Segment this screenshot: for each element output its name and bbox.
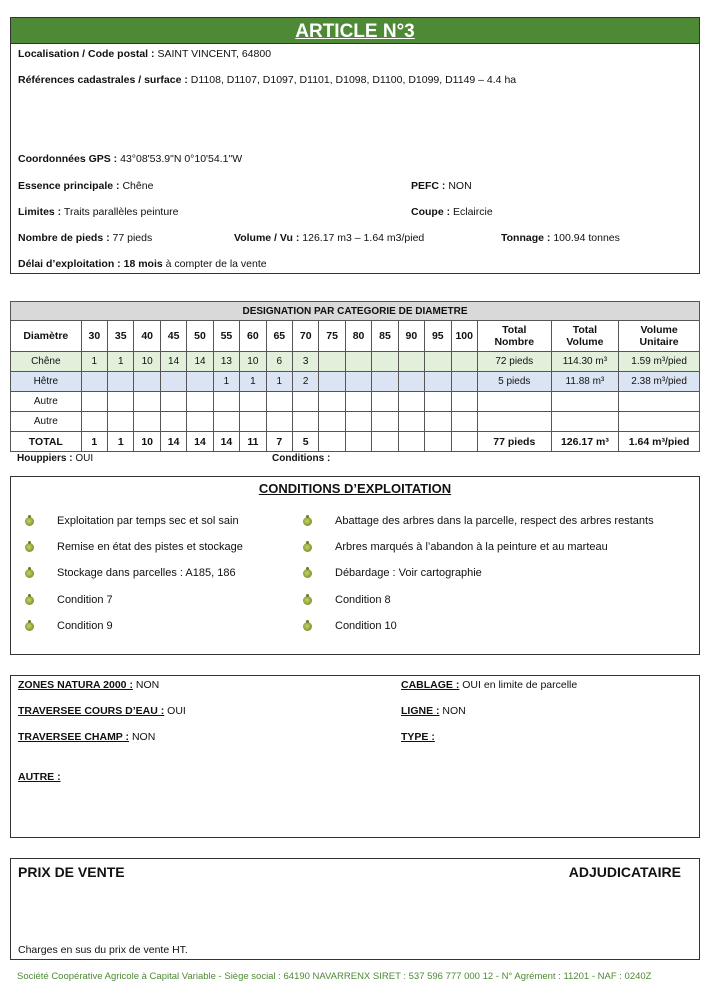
total-volume-cell: 11.88 m³: [551, 372, 619, 392]
count-cell: [398, 372, 424, 392]
count-cell: 10: [240, 352, 266, 372]
condition-item: Condition 7: [57, 594, 113, 606]
diameter-header-cell: 90: [398, 321, 424, 352]
count-cell: 1: [81, 352, 107, 372]
houppiers-line: Houppiers : OUI: [17, 453, 94, 464]
autre-line: AUTRE :: [18, 771, 61, 783]
total-header-cell: Volume Unitaire: [619, 321, 700, 352]
count-cell: [372, 412, 398, 432]
volume-line: Volume / Vu : 126.17 m3 – 1.64 m3/pied: [234, 232, 425, 244]
count-cell: [451, 432, 477, 452]
row-label: Autre: [11, 392, 82, 412]
count-cell: [425, 372, 451, 392]
count-cell: [187, 392, 213, 412]
adjudicataire-title: ADJUDICATAIRE: [568, 864, 681, 880]
diameter-header-cell: 85: [372, 321, 398, 352]
count-cell: 6: [266, 352, 292, 372]
count-cell: [240, 412, 266, 432]
count-cell: [134, 392, 160, 412]
count-cell: 5: [293, 432, 319, 452]
count-cell: [319, 352, 345, 372]
total-header-cell: Total Volume: [551, 321, 619, 352]
diameter-header-cell: 80: [345, 321, 371, 352]
row-label: Autre: [11, 412, 82, 432]
row-label: TOTAL: [11, 432, 82, 452]
bullet-leaf-icon: [25, 543, 34, 552]
delai-line: Délai d’exploitation : 18 mois à compter de la vente: [18, 258, 267, 270]
total-nombre-cell: 77 pieds: [477, 432, 551, 452]
count-cell: [451, 412, 477, 432]
condition-item: Exploitation par temps sec et sol sain: [57, 515, 239, 527]
diameter-header-cell: 95: [425, 321, 451, 352]
total-header-cell: Total Nombre: [477, 321, 551, 352]
diameter-header-cell: 100: [451, 321, 477, 352]
ligne-line: LIGNE : NON: [401, 705, 466, 717]
bullet-leaf-icon: [25, 517, 34, 526]
count-cell: 7: [266, 432, 292, 452]
diameter-header-cell: 35: [108, 321, 134, 352]
condition-item: Condition 9: [57, 620, 113, 632]
count-cell: [319, 392, 345, 412]
count-cell: [293, 412, 319, 432]
count-cell: [108, 392, 134, 412]
tonnage-line: Tonnage : 100.94 tonnes: [501, 232, 620, 244]
count-cell: [345, 432, 371, 452]
total-nombre-cell: [477, 392, 551, 412]
count-cell: [134, 412, 160, 432]
total-nombre-cell: [477, 412, 551, 432]
count-cell: [345, 412, 371, 432]
count-cell: [160, 372, 186, 392]
total-nombre-cell: 72 pieds: [477, 352, 551, 372]
bullet-leaf-icon: [25, 569, 34, 578]
diameter-header-cell: 60: [240, 321, 266, 352]
table-row: [11, 392, 700, 412]
cablage-line: CABLAGE : OUI en limite de parcelle: [401, 679, 578, 691]
row-label: Chêne: [11, 352, 82, 372]
conditions-box: [10, 476, 700, 655]
diameter-header-cell: 70: [293, 321, 319, 352]
count-cell: [398, 392, 424, 412]
table-row: [11, 372, 700, 392]
count-cell: 14: [160, 352, 186, 372]
count-cell: [266, 392, 292, 412]
cours-eau-line: TRAVERSEE COURS D’EAU : OUI: [18, 705, 186, 717]
gps-line: Coordonnées GPS : 43°08'53.9"N 0°10'54.1"W: [18, 153, 243, 165]
count-cell: [425, 432, 451, 452]
diameter-header-cell: 30: [81, 321, 107, 352]
footer: Société Coopérative Agricole à Capital Variable - Siège social : 64190 NAVARRENX SIRET : 537 596 777 000 12 - N° Agrément : 11201 - NAF : 0240Z: [17, 971, 652, 982]
condition-item: Arbres marqués à l’abandon à la peinture et au marteau: [335, 541, 608, 553]
count-cell: 1: [266, 372, 292, 392]
count-cell: [451, 352, 477, 372]
charges-note: Charges en sus du prix de vente HT.: [18, 944, 188, 956]
count-cell: [293, 392, 319, 412]
type-line: TYPE :: [401, 731, 435, 743]
count-cell: [345, 392, 371, 412]
count-cell: 3: [293, 352, 319, 372]
count-cell: 14: [213, 432, 239, 452]
count-cell: [319, 432, 345, 452]
diameter-table: [10, 301, 700, 452]
pieds-line: Nombre de pieds : 77 pieds: [18, 232, 153, 244]
condition-item: Débardage : Voir cartographie: [335, 567, 482, 579]
condition-item: Stockage dans parcelles : A185, 186: [57, 567, 236, 579]
count-cell: [319, 412, 345, 432]
total-unitaire-cell: 1.64 m³/pied: [619, 432, 700, 452]
count-cell: 1: [108, 432, 134, 452]
pefc-line: PEFC : NON: [411, 180, 472, 192]
count-cell: [213, 412, 239, 432]
bullet-leaf-icon: [25, 622, 34, 631]
count-cell: 10: [134, 432, 160, 452]
count-cell: [81, 372, 107, 392]
table-row: [11, 352, 700, 372]
prix-title: PRIX DE VENTE: [18, 864, 125, 880]
diameter-header-cell: 65: [266, 321, 292, 352]
diameter-header-cell: 55: [213, 321, 239, 352]
count-cell: [398, 352, 424, 372]
article-title: ARTICLE N°3: [10, 17, 700, 44]
diameter-header-cell: 75: [319, 321, 345, 352]
conditions-line: Conditions :: [272, 453, 331, 464]
count-cell: [372, 372, 398, 392]
condition-item: Condition 10: [335, 620, 397, 632]
essence-line: Essence principale : Chêne: [18, 180, 154, 192]
bullet-leaf-icon: [303, 622, 312, 631]
count-cell: [372, 432, 398, 452]
total-volume-cell: 126.17 m³: [551, 432, 619, 452]
count-cell: 1: [81, 432, 107, 452]
diameter-table-caption: DESIGNATION PAR CATEGORIE DE DIAMETRE: [11, 302, 700, 321]
count-cell: [451, 392, 477, 412]
count-cell: [425, 352, 451, 372]
count-cell: [134, 372, 160, 392]
total-unitaire-cell: [619, 392, 700, 412]
count-cell: [240, 392, 266, 412]
bullet-leaf-icon: [303, 596, 312, 605]
count-cell: 1: [240, 372, 266, 392]
count-cell: [108, 372, 134, 392]
conditions-title: CONDITIONS D’EXPLOITATION: [258, 481, 452, 496]
count-cell: 2: [293, 372, 319, 392]
count-cell: 1: [108, 352, 134, 372]
limites-line: Limites : Traits parallèles peinture: [18, 206, 179, 218]
article-info-box: [10, 44, 700, 274]
count-cell: [345, 352, 371, 372]
prix-box: [10, 858, 700, 960]
total-nombre-cell: 5 pieds: [477, 372, 551, 392]
count-cell: [187, 412, 213, 432]
count-cell: [451, 372, 477, 392]
table-row: [11, 412, 700, 432]
diameter-header-cell: 50: [187, 321, 213, 352]
count-cell: 14: [187, 352, 213, 372]
diameter-header-cell: 40: [134, 321, 160, 352]
row-label: Hêtre: [11, 372, 82, 392]
count-cell: [160, 392, 186, 412]
total-unitaire-cell: [619, 412, 700, 432]
bullet-leaf-icon: [303, 543, 312, 552]
count-cell: [425, 392, 451, 412]
diameter-header-row: [11, 321, 700, 352]
count-cell: 13: [213, 352, 239, 372]
count-cell: [319, 372, 345, 392]
total-unitaire-cell: 2.38 m³/pied: [619, 372, 700, 392]
count-cell: [108, 412, 134, 432]
count-cell: 1: [213, 372, 239, 392]
zones-box: [10, 675, 700, 838]
champ-line: TRAVERSEE CHAMP : NON: [18, 731, 156, 743]
count-cell: [187, 372, 213, 392]
count-cell: [345, 372, 371, 392]
count-cell: [160, 412, 186, 432]
count-cell: [372, 392, 398, 412]
total-volume-cell: [551, 392, 619, 412]
bullet-leaf-icon: [303, 569, 312, 578]
coupe-line: Coupe : Eclaircie: [411, 206, 493, 218]
table-total-row: [11, 432, 700, 452]
natura-line: ZONES NATURA 2000 : NON: [18, 679, 160, 691]
count-cell: 11: [240, 432, 266, 452]
count-cell: 14: [187, 432, 213, 452]
total-volume-cell: 114.30 m³: [551, 352, 619, 372]
count-cell: 10: [134, 352, 160, 372]
count-cell: [372, 352, 398, 372]
count-cell: [81, 412, 107, 432]
count-cell: [398, 412, 424, 432]
count-cell: [81, 392, 107, 412]
count-cell: 14: [160, 432, 186, 452]
total-unitaire-cell: 1.59 m³/pied: [619, 352, 700, 372]
bullet-leaf-icon: [25, 596, 34, 605]
condition-item: Remise en état des pistes et stockage: [57, 541, 243, 553]
diameter-header-label: Diamètre: [11, 321, 82, 352]
total-volume-cell: [551, 412, 619, 432]
condition-item: Abattage des arbres dans la parcelle, respect des arbres restants: [335, 515, 654, 527]
count-cell: [398, 432, 424, 452]
count-cell: [213, 392, 239, 412]
condition-item: Condition 8: [335, 594, 391, 606]
count-cell: [266, 412, 292, 432]
count-cell: [425, 412, 451, 432]
localisation-line: Localisation / Code postal : SAINT VINCENT, 64800: [18, 48, 272, 60]
bullet-leaf-icon: [303, 517, 312, 526]
diameter-header-cell: 45: [160, 321, 186, 352]
cadastre-line: Références cadastrales / surface : D1108, D1107, D1097, D1101, D1098, D1100, D1099, D1149 – 4.4 ha: [18, 74, 517, 86]
